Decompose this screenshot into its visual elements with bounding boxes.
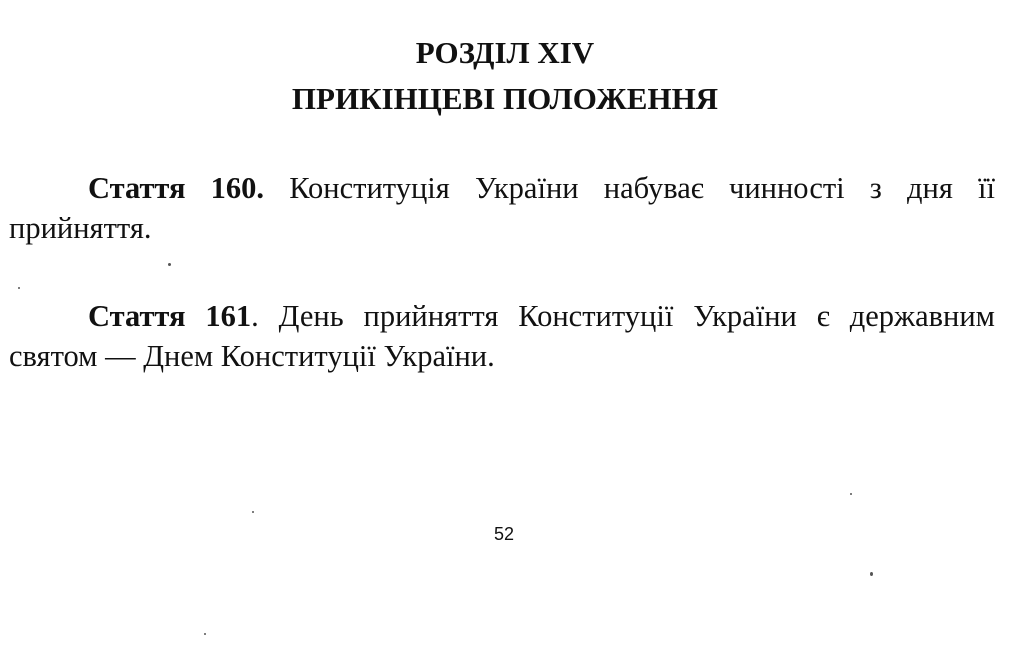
scan-speck [18, 287, 20, 289]
article-161 [9, 296, 995, 376]
scan-speck [204, 633, 206, 635]
article-161-label: Стаття 161 [88, 299, 252, 333]
scan-speck [168, 263, 171, 266]
scan-speck [252, 511, 254, 513]
article-161-text: . День прийняття Конституції України є державним святом — Днем Конституції України. [9, 299, 995, 373]
article-160-text: Конституція України набуває чинності з дня її прийняття. [9, 171, 995, 245]
scan-speck [870, 572, 873, 576]
page-number: 52 [494, 524, 515, 544]
article-160-label: Стаття 160. [88, 171, 265, 205]
section-number: РОЗДІЛ XIV [415, 35, 595, 70]
article-160 [9, 168, 995, 248]
scan-speck [850, 493, 852, 495]
section-title: ПРИКІНЦЕВІ ПОЛОЖЕННЯ [291, 81, 719, 116]
section-heading [0, 30, 1010, 122]
